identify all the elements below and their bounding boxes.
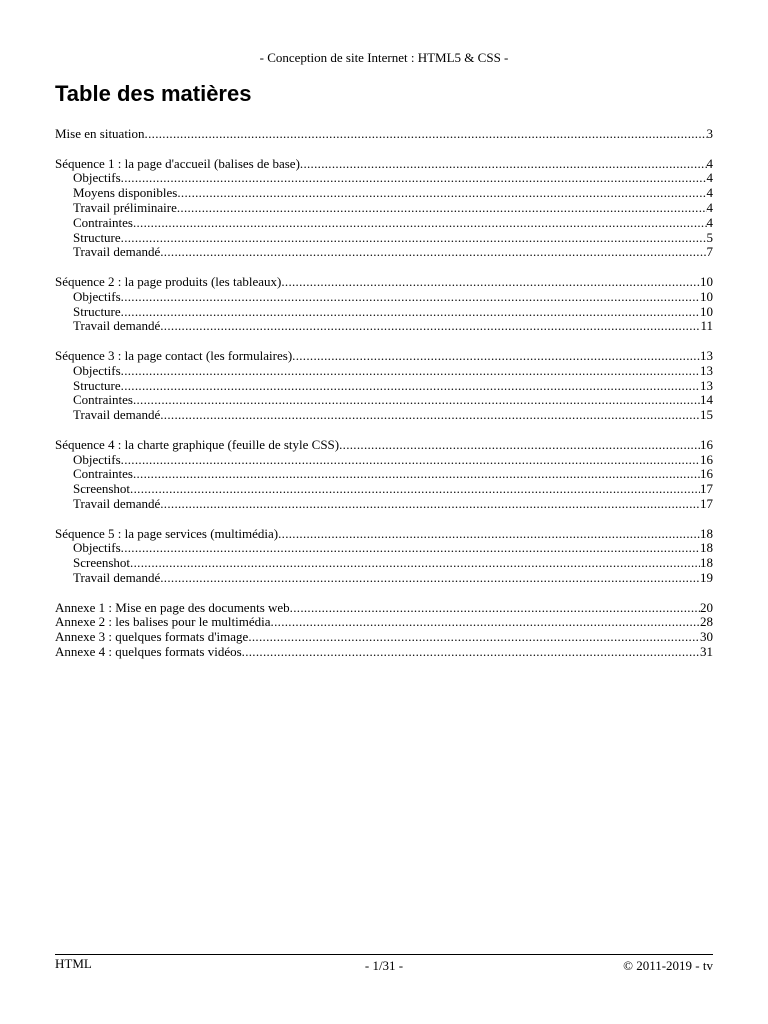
toc-entry-page: 30: [700, 630, 713, 645]
toc-subentry[interactable]: [55, 201, 713, 216]
toc-entry-page: 17: [700, 482, 713, 497]
toc-entry-page: 4: [706, 186, 713, 201]
toc-entry-page: 18: [700, 541, 713, 556]
toc-subentry[interactable]: [55, 186, 713, 201]
dot-leader: [121, 231, 707, 246]
dot-leader: [145, 127, 707, 142]
toc-entry-page: 17: [700, 496, 713, 511]
toc-entry[interactable]: [55, 275, 713, 290]
toc-subentry[interactable]: [55, 408, 713, 423]
toc-entry[interactable]: [55, 438, 713, 453]
toc-entry-label: Screenshot: [73, 482, 131, 497]
toc-entry-page: 31: [700, 644, 713, 659]
toc-subentry[interactable]: [55, 231, 713, 246]
toc-entry-page: 20: [700, 600, 713, 615]
toc-entry-label: Travail demandé: [73, 408, 161, 423]
toc-entry-page: 10: [700, 274, 713, 289]
toc-entry-label: Contraintes: [73, 467, 133, 482]
toc-entry-label: Séquence 3 : la page contact (les formulaires): [55, 348, 293, 363]
toc-entry-page: 13: [700, 363, 713, 378]
dot-leader: [133, 467, 700, 482]
dot-leader: [271, 615, 700, 630]
toc-entry-label: Objectifs: [73, 289, 121, 304]
dot-leader: [248, 630, 700, 645]
toc-entry-label: Séquence 5 : la page services (multimédia): [55, 526, 279, 541]
toc-entry-label: Travail demandé: [73, 570, 161, 585]
toc-entry-page: 10: [700, 289, 713, 304]
toc-entry-page: 10: [700, 304, 713, 319]
toc-entry-label: Séquence 2 : la page produits (les tableaux): [55, 274, 282, 289]
dot-leader: [278, 527, 700, 542]
dot-leader: [300, 157, 707, 172]
dot-leader: [121, 379, 700, 394]
dot-leader: [133, 393, 700, 408]
table-of-contents: [55, 127, 713, 674]
toc-entry-label: Annexe 1 : Mise en page des documents web: [55, 600, 290, 615]
toc-section: [55, 157, 713, 261]
page-number: - 1/31 -: [364, 958, 404, 973]
toc-subentry[interactable]: [55, 364, 713, 379]
dot-leader: [130, 482, 700, 497]
footer-divider: [55, 954, 713, 955]
toc-entry-page: 15: [700, 408, 713, 423]
toc-entry-label: Séquence 1 : la page d'accueil (balises de base): [55, 156, 300, 171]
toc-annex-entry[interactable]: [55, 601, 713, 616]
toc-subentry[interactable]: [55, 305, 713, 320]
dot-leader: [160, 319, 700, 334]
dot-leader: [130, 556, 700, 571]
toc-annex-entry[interactable]: [55, 615, 713, 630]
toc-entry-label: Screenshot: [73, 556, 131, 571]
toc-entry-label: Annexe 4 : quelques formats vidéos: [55, 644, 242, 659]
toc-entry-label: Contraintes: [73, 393, 133, 408]
toc-entry-label: Annexe 2 : les balises pour le multimédia: [55, 615, 271, 630]
dot-leader: [160, 245, 706, 260]
toc-subentry[interactable]: [55, 216, 713, 231]
toc-section: [55, 275, 713, 334]
toc-entry-label: Structure: [73, 304, 121, 319]
dot-leader: [177, 201, 707, 216]
dot-leader: [160, 408, 700, 423]
toc-entry-page: 14: [700, 393, 713, 408]
dot-leader: [281, 275, 700, 290]
footer-left: HTML: [55, 956, 92, 971]
toc-subentry[interactable]: [55, 379, 713, 394]
toc-section: [55, 438, 713, 512]
toc-entry-page: 3: [706, 127, 713, 141]
toc-entry-label: Séquence 4 : la charte graphique (feuille de style CSS): [55, 437, 340, 452]
toc-entry-label: Travail préliminaire: [73, 200, 177, 215]
toc-subentry[interactable]: [55, 290, 713, 305]
toc-subentry[interactable]: [55, 453, 713, 468]
toc-subentry[interactable]: [55, 319, 713, 334]
toc-annex-entry[interactable]: [55, 630, 713, 645]
dot-leader: [242, 645, 700, 660]
toc-entry-page: 4: [706, 200, 713, 215]
toc-annexes: [55, 601, 713, 660]
toc-entry-label: Structure: [73, 378, 121, 393]
toc-entry-label: Mise en situation: [55, 127, 145, 141]
dot-leader: [292, 349, 700, 364]
page-footer: [55, 956, 713, 972]
toc-subentry[interactable]: [55, 467, 713, 482]
toc-entry-label: Structure: [73, 230, 121, 245]
toc-section: [55, 349, 713, 423]
toc-entry[interactable]: [55, 127, 713, 142]
dot-leader: [290, 601, 700, 616]
toc-entry-label: Moyens disponibles: [73, 186, 178, 201]
toc-entry-page: 16: [700, 437, 713, 452]
toc-entry-page: 28: [700, 615, 713, 630]
toc-entry-page: 4: [706, 156, 713, 171]
toc-entry-page: 18: [700, 526, 713, 541]
toc-entry-page: 13: [700, 378, 713, 393]
toc-entry-label: Annexe 3 : quelques formats d'image: [55, 630, 249, 645]
toc-subentry[interactable]: [55, 482, 713, 497]
dot-leader: [121, 364, 700, 379]
toc-entry-page: 5: [706, 230, 713, 245]
toc-entry-page: 7: [706, 245, 713, 260]
toc-entry-page: 18: [700, 556, 713, 571]
toc-section: [55, 527, 713, 586]
toc-entry-label: Travail demandé: [73, 245, 161, 260]
toc-entry-label: Objectifs: [73, 541, 121, 556]
dot-leader: [121, 541, 700, 556]
dot-leader: [133, 216, 707, 231]
dot-leader: [121, 290, 700, 305]
toc-subentry[interactable]: [55, 245, 713, 260]
toc-entry-page: 4: [706, 215, 713, 230]
footer-copyright: © 2011-2019 - tv: [623, 958, 713, 973]
toc-entry-page: 4: [706, 171, 713, 186]
toc-entry-label: Contraintes: [73, 215, 133, 230]
dot-leader: [160, 497, 700, 512]
toc-entry[interactable]: [55, 157, 713, 172]
toc-entry-page: 19: [700, 570, 713, 585]
toc-subentry[interactable]: [55, 171, 713, 186]
dot-leader: [177, 186, 706, 201]
toc-entry[interactable]: [55, 349, 713, 364]
toc-entry-label: Objectifs: [73, 171, 121, 186]
page-header: - Conception de site Internet : HTML5 & CSS -: [259, 50, 509, 65]
toc-subentry[interactable]: [55, 393, 713, 408]
dot-leader: [160, 571, 700, 586]
toc-subentry[interactable]: [55, 541, 713, 556]
toc-entry-page: 11: [700, 319, 713, 334]
toc-subentry[interactable]: [55, 497, 713, 512]
toc-entry-label: Travail demandé: [73, 496, 161, 511]
dot-leader: [121, 453, 700, 468]
toc-annex-entry[interactable]: [55, 645, 713, 660]
toc-entry-page: 16: [700, 467, 713, 482]
toc-section: [55, 127, 713, 142]
toc-entry-label: Objectifs: [73, 452, 121, 467]
toc-subentry[interactable]: [55, 571, 713, 586]
toc-entry[interactable]: [55, 527, 713, 542]
toc-title: Table des matières: [55, 81, 252, 106]
dot-leader: [339, 438, 700, 453]
toc-entry-label: Objectifs: [73, 363, 121, 378]
toc-entry-page: 13: [700, 348, 713, 363]
dot-leader: [121, 305, 700, 320]
toc-entry-label: Travail demandé: [73, 319, 161, 334]
toc-subentry[interactable]: [55, 556, 713, 571]
toc-entry-page: 16: [700, 452, 713, 467]
dot-leader: [121, 171, 707, 186]
